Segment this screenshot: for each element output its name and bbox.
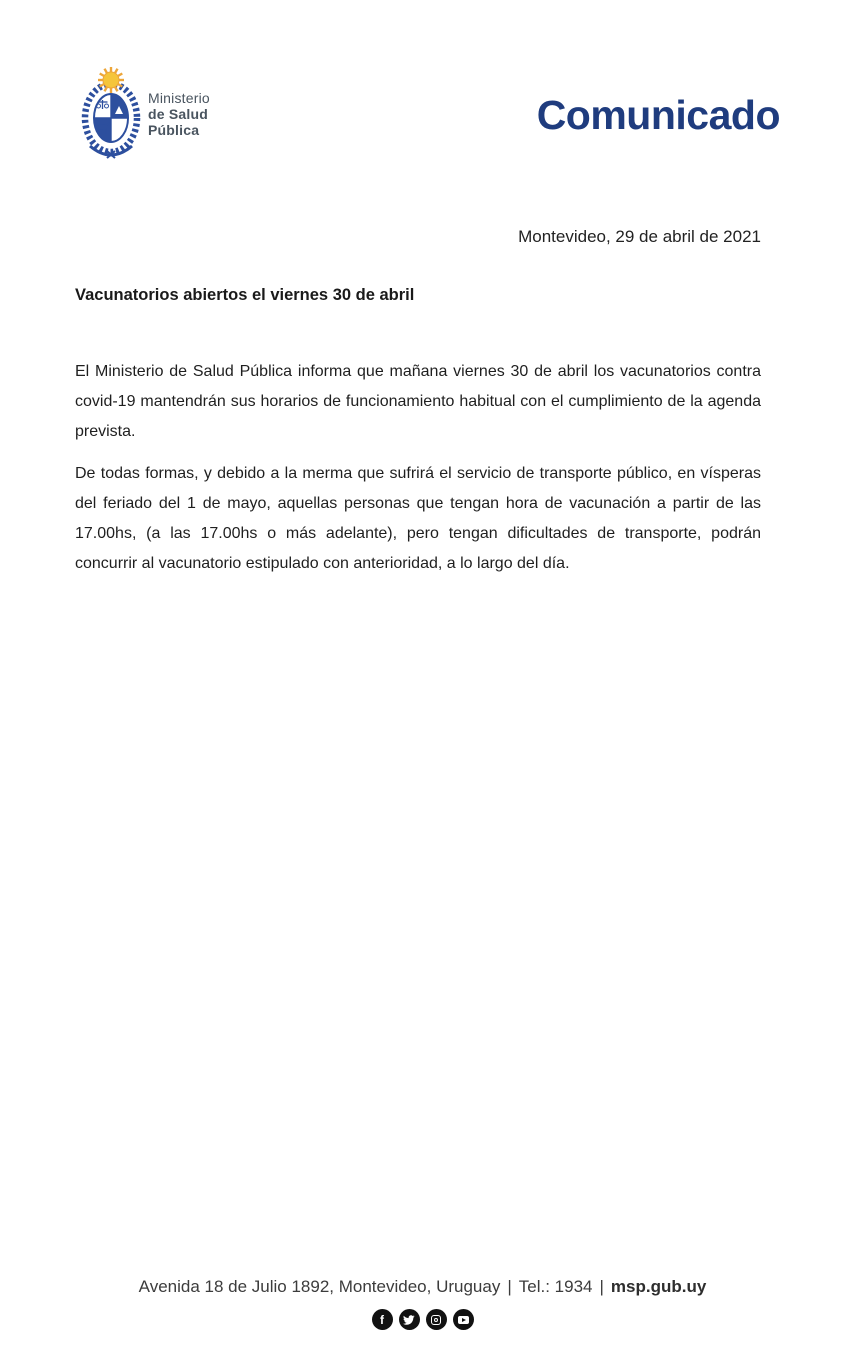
body-paragraph-2: De todas formas, y debido a la merma que sufrirá el servicio de transporte público, en vísperas del feriado del 1 de mayo, aquellas personas que tengan hora de vacunación a partir de las 17.00hs, (a las 17.00hs o más adelante), pero tengan dificultades de transporte, podrán concurrir al vacunatorio estipulado con anterioridad, a lo largo del día. [75,465,761,572]
instagram-icon[interactable] [426,1309,447,1330]
ministry-wordmark [148,90,210,138]
twitter-icon[interactable] [399,1309,420,1330]
ministry-wordmark-line3: Pública [148,122,200,138]
footer-website-link[interactable]: msp.gub.uy [610,1277,707,1296]
youtube-icon[interactable] [453,1309,474,1330]
footer-separator-1: | [507,1277,512,1296]
youtube-play-glyph [458,1316,469,1324]
body-paragraph-1: El Ministerio de Salud Pública informa que mañana viernes 30 de abril los vacunatorios contra covid-19 mantendrán sus horarios de funcionamiento habitual con el cumplimiento de la agenda prevista. [75,363,761,440]
ministry-wordmark-line2: de Salud [148,106,208,122]
ministry-wordmark-line1: Ministerio [148,90,210,106]
footer-contact-line [0,1277,845,1297]
communique-masthead-title: Comunicado [536,92,780,138]
facebook-icon[interactable] [372,1309,393,1330]
facebook-glyph: f [380,1312,384,1327]
dateline: Montevideo, 29 de abril de 2021 [518,227,761,246]
footer-phone: Tel.: 1934 [518,1277,593,1296]
twitter-bird-glyph [403,1315,415,1325]
instagram-camera-glyph [431,1315,441,1325]
document-title: Vacunatorios abiertos el viernes 30 de abril [75,286,415,304]
footer-address: Avenida 18 de Julio 1892, Montevideo, Uruguay [138,1277,501,1296]
ministry-coat-of-arms-icon [78,64,144,162]
social-icons-row [0,1309,845,1330]
footer-separator-2: | [599,1277,604,1296]
